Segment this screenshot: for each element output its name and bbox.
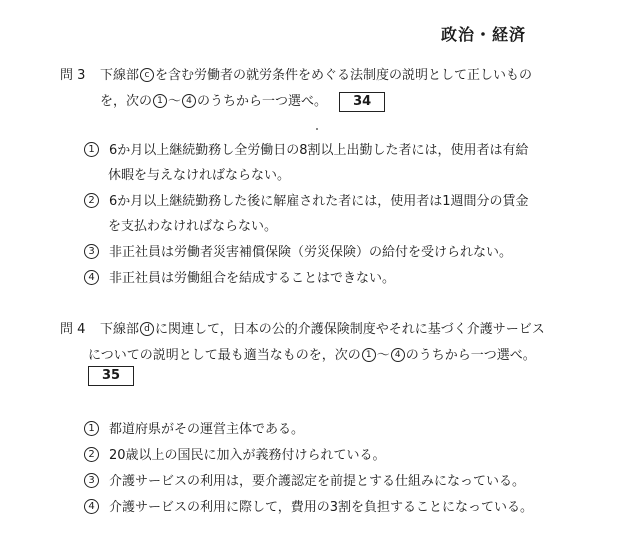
option-3 [84, 241, 512, 260]
range-start-marker: 1 [362, 348, 376, 362]
option-text: 非正社員は労働者災害補償保険（労災保険）の給付を受けられない。 [109, 245, 513, 260]
range-tilde: ～ [376, 348, 390, 363]
question-3-text-b: を含む労働者の就労条件をめぐる法制度の説明として正しいもの [155, 68, 533, 83]
option-marker: 1 [84, 142, 99, 157]
question-3-line-2 [100, 90, 385, 112]
range-start-marker: 1 [153, 94, 167, 108]
range-tilde: ～ [168, 94, 182, 109]
range-end-marker: 4 [182, 94, 196, 108]
option-marker: 2 [84, 447, 99, 462]
option-marker: 4 [84, 499, 99, 514]
option-4 [84, 496, 533, 515]
scan-speck [316, 128, 318, 130]
question-4-text-b: に関連して，日本の公的介護保険制度やそれに基づく介護サービス [155, 322, 545, 337]
option-text: 非正社員は労働組合を結成することはできない。 [109, 271, 396, 286]
question-4-text-c: についての説明として最も適当なものを，次の [88, 348, 361, 363]
question-4-text-a: 下線部 [100, 322, 140, 337]
answer-box-34: 34 [339, 92, 385, 112]
option-2-continued: を支払わなければならない。 [108, 219, 278, 234]
option-1-continued: 休暇を与えなければならない。 [108, 168, 291, 183]
option-marker: 1 [84, 421, 99, 436]
option-1 [84, 139, 529, 158]
option-text: 介護サービスの利用に際して，費用の3割を負担することになっている。 [109, 500, 534, 515]
question-3-text-c: を，次の [100, 94, 153, 109]
question-4-number: 問 4 [60, 322, 86, 337]
option-text: 20歳以上の国民に加入が義務付けられている。 [109, 448, 386, 463]
question-4-text-d: のうちから一つ選べ。 [405, 348, 536, 363]
question-4-line-1 [60, 318, 545, 337]
option-2 [84, 444, 386, 463]
option-marker: 3 [84, 473, 99, 488]
answer-box-35: 35 [88, 366, 134, 386]
range-end-marker: 4 [391, 348, 405, 362]
option-text: 6か月以上継続勤務した後に解雇された者には，使用者は1週間分の賃金 [109, 194, 529, 209]
subject-title: 政治・経済 [440, 25, 526, 44]
option-text: 介護サービスの利用は，要介護認定を前提とする仕組みになっている。 [109, 474, 526, 489]
question-4-line-2 [88, 344, 536, 363]
underline-marker-c: c [140, 68, 154, 82]
option-3 [84, 470, 525, 489]
option-marker: 2 [84, 193, 99, 208]
option-4 [84, 267, 395, 286]
question-3-text-d: のうちから一つ選べ。 [197, 94, 328, 109]
question-3-line-1 [60, 64, 532, 83]
underline-marker-d: d [140, 322, 154, 336]
option-text: 都道府県がその運営主体である。 [109, 422, 305, 437]
option-text: 6か月以上継続勤務し全労働日の8割以上出勤した者には，使用者は有給 [109, 143, 529, 158]
option-marker: 3 [84, 244, 99, 259]
question-3-text-a: 下線部 [100, 68, 140, 83]
option-marker: 4 [84, 270, 99, 285]
option-2 [84, 190, 529, 209]
option-1 [84, 418, 304, 437]
question-3-number: 問 3 [60, 68, 86, 83]
question-4-answer-line [88, 366, 134, 386]
